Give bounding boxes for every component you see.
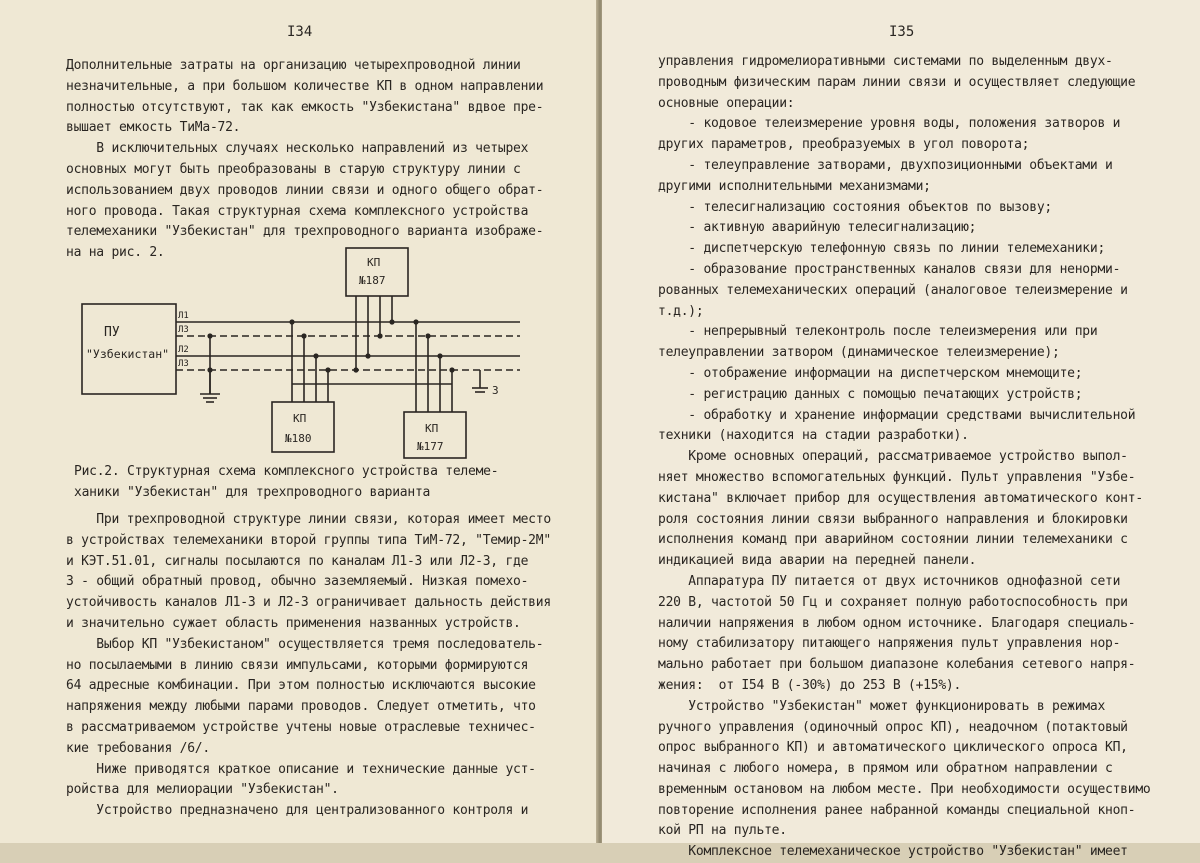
kp-top-label-1: КП xyxy=(367,256,381,269)
structure-diagram xyxy=(74,244,534,458)
right-page xyxy=(602,0,1200,860)
kp-bl-label-2: №180 xyxy=(285,432,312,445)
left-bottom-text: При трехпроводной структуре линии связи, которая имеет место в устройствах телемеханики второй группы типа ТиМ-72, "Темир-2М" и КЭТ.51.01, сигналы посылаются по каналам Л1-3 или Л2-3, где 3 - общий обратный провод, обычно заземляемый. Низкая помехо- устойчивость каналов Л1-3 и Л2-3 ограничивает дальность действия и значительно сужает область применения названных устройств. Выбор КП "Узбекистаном" осуществляется тремя последователь- но посылаемыми в линию связи импульсами, которыми формируются 64 адресные комбинации. При этом полностью исключаются высокие напряжения между любыми парами проводов. Следует отметить, что в рассматриваемом устройстве учтены новые отраслевые техничес- кие требования /6/. Ниже приводятся краткое описание и технические данные уст- ройства для мелиорации "Узбекистан". Устройство предназначено для централизованного контроля и xyxy=(66,512,551,819)
kp-br-label-2: №177 xyxy=(417,440,444,453)
figure-caption: Рис.2. Структурная схема комплексного устройства телеме- ханики "Узбекистан" для трехпроводного варианта xyxy=(74,464,499,500)
pu-label-1: ПУ xyxy=(104,325,120,340)
line-label-4: Л3 xyxy=(178,359,189,369)
left-top-text: Дополнительные затраты на организацию четырехпроводной линии незначительные, а при большом количестве КП в одном направлении полностью отсутствуют, так как емкость "Узбекистана" вдвое пре- вышает емкость ТиМа-72. В исключительных случаях несколько направлений из четырех основных могут быть преобразованы в старую структуру линии с использованием двух проводов линии связи и одного общего обрат- ного провода. Такая структурная схема комплексного устройства телемеханики "Узбекистан" для трехпроводного варианта изображе- на на рис. 2. xyxy=(66,58,544,261)
kp-bl-label-1: КП xyxy=(293,412,307,425)
pu-label-2: "Узбекистан" xyxy=(86,347,170,361)
kp-top-label-2: №187 xyxy=(359,274,386,287)
page-number-left: I34 xyxy=(287,24,313,40)
kp-br-label-1: КП xyxy=(425,422,439,435)
line-label-3: Л2 xyxy=(178,345,189,355)
left-page xyxy=(0,0,598,843)
page-number-right: I35 xyxy=(889,24,915,40)
line-label-2: Л3 xyxy=(178,325,189,335)
ground-label: 3 xyxy=(492,384,499,397)
right-text: управления гидромелиоративными системами по выделенным двух- проводным физическим парам линии связи и осуществляет следующие основные операции: - кодовое телеизмерение уровня воды, положения затворов и других параметров, преобразуемых в угол поворота; - телеуправление затворами, двухпозиционными объектами и другими исполнительными механизмами; - телесигнализацию состояния объектов по вызову; - активную аварийную телесигнализацию; - диспетчерскую телефонную связь по линии телемеханики; - образование пространственных каналов связи для ненорми- рованных телемеханических операций (аналоговое телеизмерение и т.д.); - непрерывный телеконтроль после телеизмерения или при телеуправлении затвором (динамическое телеизмерение); - отображение информации на диспетчерском мнемощите; - регистрацию данных с помощью печатающих устройств; - обработку и хранение информации средствами вычислительной техники (находится на стадии разработки). Кроме основных операций, рассматриваемое устройство выпол- няет множество вспомогательных функций. Пульт управления "Узбе- кистана" включает прибор для осуществления автоматического конт- роля состояния линии связи выбранного направления и блокировки исполнения команд при аварийном состоянии линии телемеханики с индикацией вида аварии на передней панели. Аппаратура ПУ питается от двух источников однофазной сети 220 В, частотой 50 Гц и сохраняет полную работоспособность при наличии напряжения в любом одном источнике. Благодаря специаль- ному стабилизатору питающего напряжения пульт управления нор- мально работает при большом диапазоне колебания сетевого напря- жения: от I54 В (-30%) до 253 В (+15%). Устройство "Узбекистан" может функционировать в режимах ручного управления (одиночный опрос КП), неадочном (потактовый опрос выбранного КП) и автоматического циклического опроса КП, начиная с любого номера, в прямом или обратном направлении с временным остановом на любом месте. При необходимости осуществимо повторение исполнения ранее набранной команды специальной кноп- кой РП на пульте. Комплексное телемеханическое устройство "Узбекистан" имеет xyxy=(658,54,1151,860)
line-label-1: Л1 xyxy=(178,311,189,321)
